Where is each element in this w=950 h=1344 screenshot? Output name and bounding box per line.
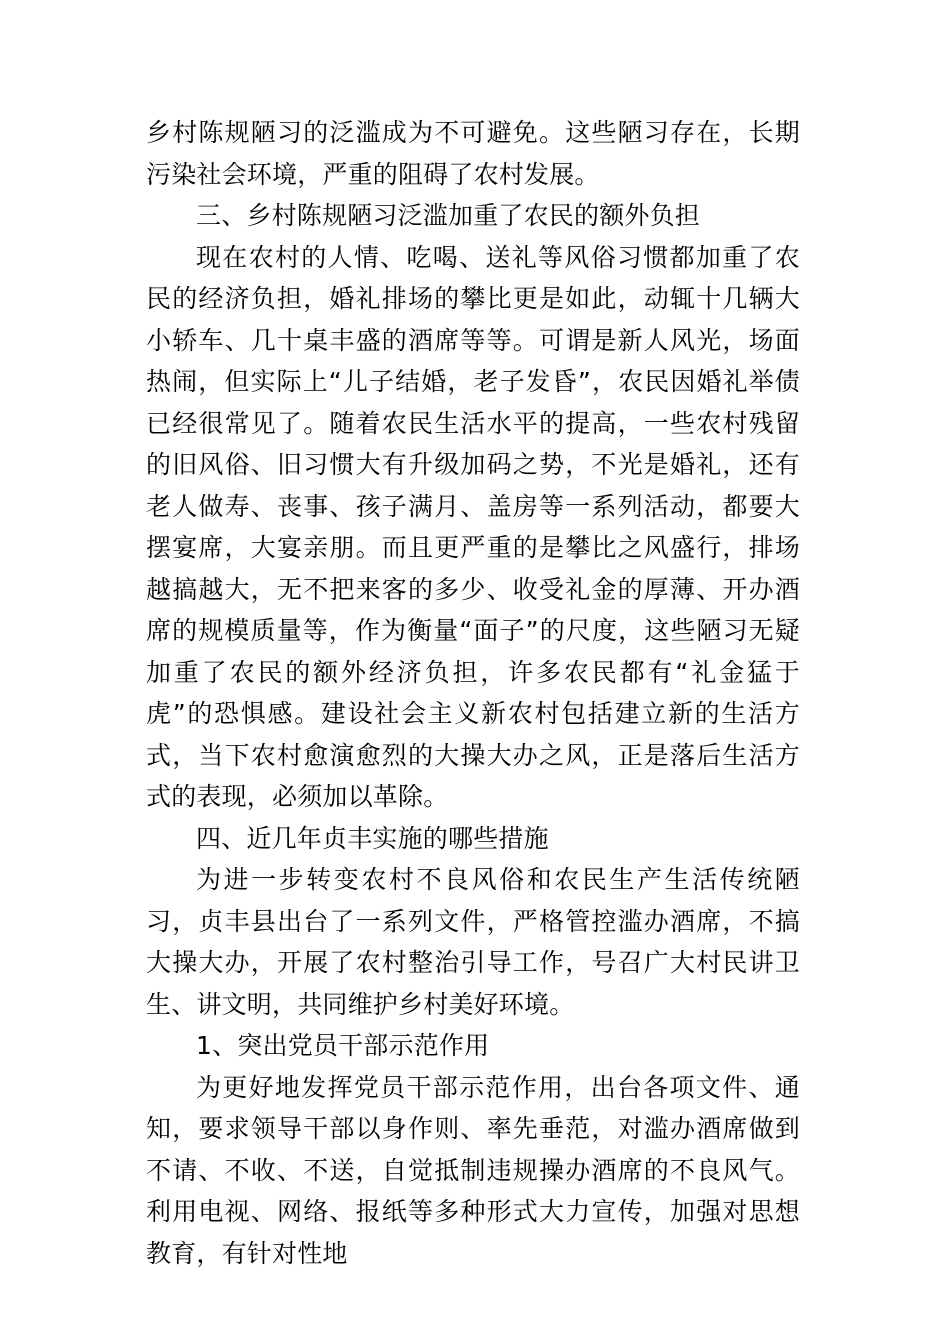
paragraph-measures: 为进一步转变农村不良风俗和农民生产生活传统陋习，贞丰县出台了一系列文件，严格管控滥办酒席，不搞大操大办，开展了农村整治引导工作，号召广大村民讲卫生、讲文明，共同维护乡村美好环境。 <box>146 865 800 1019</box>
paragraph-continuation: 乡村陈规陋习的泛滥成为不可避免。这些陋习存在，长期污染社会环境，严重的阻碍了农村发展。 <box>146 118 800 189</box>
subsection-heading-one: 1、突出党员干部示范作用 <box>196 1031 490 1060</box>
paragraph-cadres: 为更好地发挥党员干部示范作用，出台各项文件、通知，要求领导干部以身作则、率先垂范，对滥办酒席做到不请、不收、不送，自觉抵制违规操办酒席的不良风气。利用电视、网络、报纸等多种形式大力宣传，加强对思想教育，有针对性地 <box>146 1072 800 1268</box>
section-heading-four: 四、近几年贞丰实施的哪些措施 <box>196 823 549 853</box>
paragraph-burden: 现在农村的人情、吃喝、送礼等风俗习惯都加重了农民的经济负担，婚礼排场的攀比更是如此，动辄十几辆大小轿车、几十桌丰盛的酒席等等。可谓是新人风光，场面热闹，但实际上“儿子结婚，老子发昏”，农民因婚礼举债已经很常见了。随着农民生活水平的提高，一些农村残留的旧风俗、旧习惯大有升级加码之势，不光是婚礼，还有老人做寿、丧事、孩子满月、盖房等一系列活动，都要大摆宴席，大宴亲朋。而且更严重的是攀比之风盛行，排场越搞越大，无不把来客的多少、收受礼金的厚薄、开办酒席的规模质量等，作为衡量“面子”的尺度，这些陋习无疑加重了农民的额外经济负担，许多农民都有“礼金猛于虎”的恐惧感。建设社会主义新农村包括建立新的生活方式，当下农村愈演愈烈的大操大办之风，正是落后生活方式的表现，必须加以革除。 <box>146 242 800 811</box>
section-heading-three: 三、乡村陈规陋习泛滥加重了农民的额外负担 <box>196 201 701 230</box>
